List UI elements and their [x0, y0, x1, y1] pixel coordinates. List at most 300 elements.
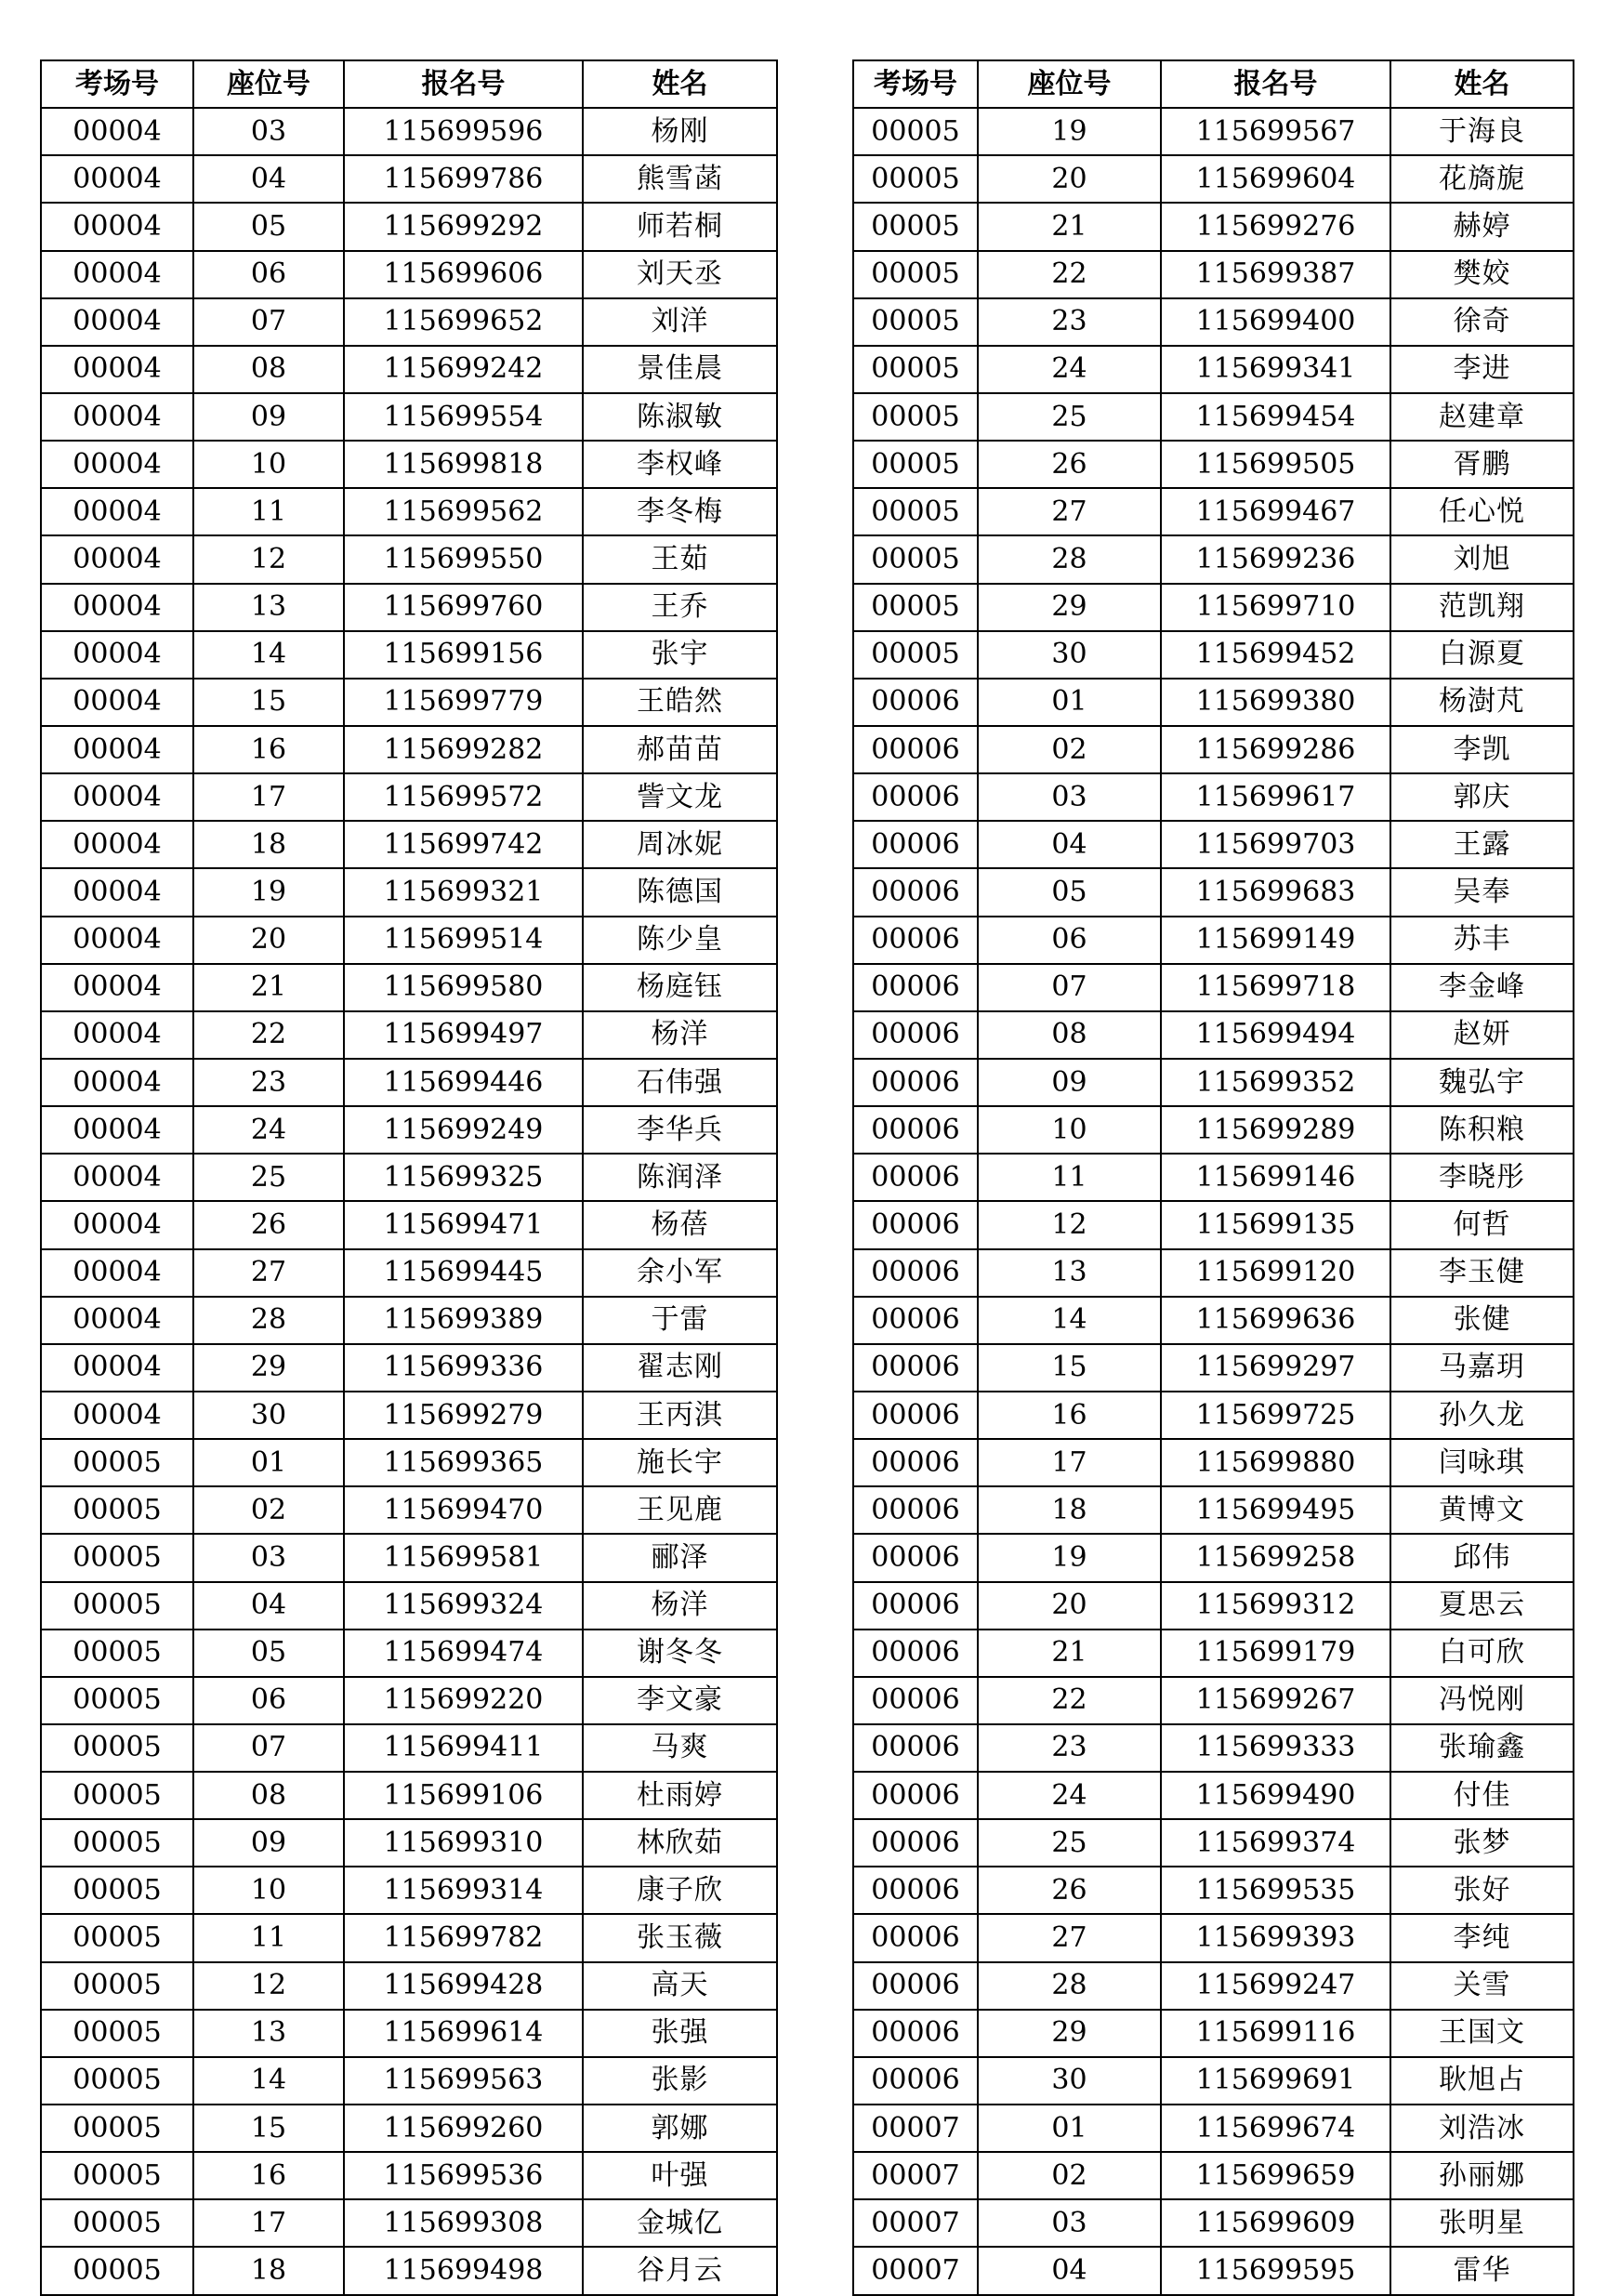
cell-seat-number: 21 [978, 203, 1161, 250]
cell-name: 耿旭占 [1390, 2057, 1574, 2105]
cell-seat-number: 12 [193, 1962, 344, 2010]
cell-registration-number: 115699260 [344, 2105, 583, 2152]
table-row [853, 393, 1574, 441]
cell-seat-number: 13 [193, 584, 344, 631]
table-row [853, 1630, 1574, 1677]
cell-seat-number: 21 [193, 964, 344, 1011]
cell-exam-room: 00006 [853, 964, 978, 1011]
cell-exam-room: 00004 [41, 441, 193, 488]
table-row [853, 1154, 1574, 1201]
header-seat-number: 座位号 [978, 60, 1161, 108]
cell-exam-room: 00006 [853, 1059, 978, 1106]
cell-registration-number: 115699341 [1161, 346, 1390, 393]
table-row [41, 1297, 777, 1344]
cell-seat-number: 23 [978, 1724, 1161, 1772]
cell-seat-number: 01 [978, 679, 1161, 726]
cell-exam-room: 00006 [853, 1249, 978, 1297]
table-row [853, 773, 1574, 821]
cell-seat-number: 25 [978, 1819, 1161, 1867]
table-row [853, 679, 1574, 726]
cell-name: 李进 [1390, 346, 1574, 393]
table-row [853, 251, 1574, 298]
cell-exam-room: 00004 [41, 868, 193, 916]
cell-seat-number: 26 [193, 1201, 344, 1248]
cell-name: 翟志刚 [583, 1344, 777, 1392]
cell-name: 刘天丞 [583, 251, 777, 298]
cell-seat-number: 22 [978, 1677, 1161, 1724]
cell-exam-room: 00006 [853, 1106, 978, 1154]
cell-registration-number: 115699683 [1161, 868, 1390, 916]
cell-registration-number: 115699470 [344, 1486, 583, 1534]
table-row [853, 1011, 1574, 1059]
table-row [41, 1772, 777, 1819]
cell-exam-room: 00005 [41, 1962, 193, 2010]
cell-registration-number: 115699445 [344, 1249, 583, 1297]
cell-exam-room: 00005 [41, 1819, 193, 1867]
cell-seat-number: 09 [978, 1059, 1161, 1106]
cell-seat-number: 30 [193, 1392, 344, 1439]
cell-name: 叶强 [583, 2152, 777, 2199]
cell-registration-number: 115699604 [1161, 155, 1390, 203]
cell-registration-number: 115699786 [344, 155, 583, 203]
cell-name: 林欣茹 [583, 1819, 777, 1867]
cell-exam-room: 00005 [41, 2199, 193, 2247]
cell-name: 张健 [1390, 1297, 1574, 1344]
cell-seat-number: 29 [978, 584, 1161, 631]
cell-exam-room: 00006 [853, 1011, 978, 1059]
cell-exam-room: 00004 [41, 1011, 193, 1059]
table-row [853, 298, 1574, 346]
cell-seat-number: 03 [978, 2199, 1161, 2247]
table-row [41, 726, 777, 773]
cell-registration-number: 115699779 [344, 679, 583, 726]
cell-seat-number: 04 [978, 2247, 1161, 2294]
table-row [853, 584, 1574, 631]
cell-exam-room: 00006 [853, 1724, 978, 1772]
cell-exam-room: 00007 [853, 2105, 978, 2152]
cell-name: 杨刚 [583, 108, 777, 155]
table-row [853, 1534, 1574, 1581]
cell-seat-number: 11 [193, 488, 344, 535]
cell-registration-number: 115699267 [1161, 1677, 1390, 1724]
cell-seat-number: 14 [193, 631, 344, 679]
cell-registration-number: 115699389 [344, 1297, 583, 1344]
cell-exam-room: 00004 [41, 917, 193, 964]
table-row [41, 868, 777, 916]
table-row [853, 1297, 1574, 1344]
table-row [41, 346, 777, 393]
cell-name: 郝苗苗 [583, 726, 777, 773]
cell-exam-room: 00006 [853, 773, 978, 821]
cell-exam-room: 00005 [853, 155, 978, 203]
cell-exam-room: 00005 [41, 1772, 193, 1819]
cell-name: 张明星 [1390, 2199, 1574, 2247]
cell-name: 李玉健 [1390, 1249, 1574, 1297]
cell-registration-number: 115699691 [1161, 2057, 1390, 2105]
cell-exam-room: 00006 [853, 1486, 978, 1534]
cell-name: 冯悦刚 [1390, 1677, 1574, 1724]
cell-name: 花旖旎 [1390, 155, 1574, 203]
cell-name: 胥鹏 [1390, 441, 1574, 488]
cell-exam-room: 00004 [41, 1392, 193, 1439]
cell-exam-room: 00005 [853, 584, 978, 631]
cell-name: 何哲 [1390, 1201, 1574, 1248]
cell-registration-number: 115699333 [1161, 1724, 1390, 1772]
table-row [853, 1059, 1574, 1106]
cell-seat-number: 15 [193, 679, 344, 726]
cell-exam-room: 00005 [41, 1486, 193, 1534]
table-row [41, 1534, 777, 1581]
cell-seat-number: 17 [193, 2199, 344, 2247]
cell-seat-number: 30 [978, 631, 1161, 679]
table-row [853, 203, 1574, 250]
header-seat-number: 座位号 [193, 60, 344, 108]
roster-body-left [41, 108, 777, 2294]
table-row [853, 346, 1574, 393]
cell-name: 马嘉玥 [1390, 1344, 1574, 1392]
cell-seat-number: 09 [193, 393, 344, 441]
cell-seat-number: 08 [193, 346, 344, 393]
cell-seat-number: 10 [193, 441, 344, 488]
cell-seat-number: 20 [978, 155, 1161, 203]
table-row [853, 1106, 1574, 1154]
cell-registration-number: 115699312 [1161, 1582, 1390, 1630]
table-row [41, 2105, 777, 2152]
cell-seat-number: 05 [193, 203, 344, 250]
cell-registration-number: 115699314 [344, 1867, 583, 1914]
cell-name: 王露 [1390, 821, 1574, 868]
cell-registration-number: 115699614 [344, 2010, 583, 2057]
cell-seat-number: 26 [978, 1867, 1161, 1914]
cell-name: 陈德国 [583, 868, 777, 916]
cell-seat-number: 15 [193, 2105, 344, 2152]
table-row [853, 1439, 1574, 1486]
cell-registration-number: 115699297 [1161, 1344, 1390, 1392]
cell-seat-number: 16 [193, 726, 344, 773]
cell-exam-room: 00005 [853, 535, 978, 583]
table-row [853, 1201, 1574, 1248]
cell-exam-room: 00007 [853, 2199, 978, 2247]
cell-exam-room: 00004 [41, 251, 193, 298]
cell-exam-room: 00007 [853, 2152, 978, 2199]
cell-exam-room: 00006 [853, 1439, 978, 1486]
cell-registration-number: 115699282 [344, 726, 583, 773]
cell-registration-number: 115699387 [1161, 251, 1390, 298]
cell-seat-number: 26 [978, 441, 1161, 488]
cell-exam-room: 00006 [853, 1344, 978, 1392]
cell-registration-number: 115699249 [344, 1106, 583, 1154]
cell-exam-room: 00006 [853, 2057, 978, 2105]
cell-name: 郭娜 [583, 2105, 777, 2152]
cell-exam-room: 00004 [41, 155, 193, 203]
table-row [853, 1392, 1574, 1439]
cell-exam-room: 00004 [41, 393, 193, 441]
cell-seat-number: 04 [193, 155, 344, 203]
table-row [853, 1772, 1574, 1819]
table-row [41, 203, 777, 250]
cell-name: 张强 [583, 2010, 777, 2057]
table-row [41, 1439, 777, 1486]
table-row [853, 2247, 1574, 2294]
cell-name: 李纯 [1390, 1914, 1574, 1961]
cell-registration-number: 115699336 [344, 1344, 583, 1392]
cell-name: 赫婷 [1390, 203, 1574, 250]
table-row [853, 726, 1574, 773]
table-row [853, 2010, 1574, 2057]
cell-seat-number: 06 [193, 1677, 344, 1724]
table-row [41, 1154, 777, 1201]
table-row [41, 441, 777, 488]
table-row [853, 1344, 1574, 1392]
cell-registration-number: 115699446 [344, 1059, 583, 1106]
table-row [853, 2199, 1574, 2247]
cell-seat-number: 24 [978, 1772, 1161, 1819]
cell-exam-room: 00004 [41, 821, 193, 868]
table-row [853, 1724, 1574, 1772]
cell-exam-room: 00004 [41, 203, 193, 250]
cell-exam-room: 00005 [853, 488, 978, 535]
cell-registration-number: 115699220 [344, 1677, 583, 1724]
cell-name: 施长宇 [583, 1439, 777, 1486]
cell-seat-number: 27 [193, 1249, 344, 1297]
cell-name: 邱伟 [1390, 1534, 1574, 1581]
cell-registration-number: 115699452 [1161, 631, 1390, 679]
table-row [853, 1867, 1574, 1914]
cell-exam-room: 00005 [41, 2152, 193, 2199]
cell-exam-room: 00005 [41, 1439, 193, 1486]
cell-seat-number: 17 [978, 1439, 1161, 1486]
cell-name: 白源夏 [1390, 631, 1574, 679]
cell-registration-number: 115699380 [1161, 679, 1390, 726]
cell-registration-number: 115699292 [344, 203, 583, 250]
table-row [41, 2152, 777, 2199]
table-row [41, 393, 777, 441]
cell-registration-number: 115699490 [1161, 1772, 1390, 1819]
table-row [41, 917, 777, 964]
table-row [853, 1962, 1574, 2010]
cell-name: 杨澍芃 [1390, 679, 1574, 726]
header-exam-room: 考场号 [853, 60, 978, 108]
cell-registration-number: 115699609 [1161, 2199, 1390, 2247]
cell-name: 李权峰 [583, 441, 777, 488]
cell-exam-room: 00006 [853, 1392, 978, 1439]
cell-registration-number: 115699536 [344, 2152, 583, 2199]
cell-seat-number: 20 [193, 917, 344, 964]
table-row [41, 631, 777, 679]
table-row [41, 1201, 777, 1248]
cell-exam-room: 00004 [41, 1106, 193, 1154]
cell-name: 康子欣 [583, 1867, 777, 1914]
cell-exam-room: 00006 [853, 1582, 978, 1630]
cell-name: 郭庆 [1390, 773, 1574, 821]
cell-registration-number: 115699562 [344, 488, 583, 535]
cell-seat-number: 23 [193, 1059, 344, 1106]
cell-seat-number: 05 [978, 868, 1161, 916]
cell-seat-number: 13 [978, 1249, 1161, 1297]
cell-registration-number: 115699325 [344, 1154, 583, 1201]
table-row [853, 821, 1574, 868]
cell-exam-room: 00006 [853, 679, 978, 726]
cell-exam-room: 00006 [853, 1297, 978, 1344]
table-row [41, 488, 777, 535]
cell-exam-room: 00006 [853, 868, 978, 916]
cell-name: 李晓彤 [1390, 1154, 1574, 1201]
cell-name: 金城亿 [583, 2199, 777, 2247]
cell-registration-number: 115699276 [1161, 203, 1390, 250]
cell-exam-room: 00004 [41, 726, 193, 773]
cell-name: 杨洋 [583, 1582, 777, 1630]
cell-name: 訾文龙 [583, 773, 777, 821]
cell-exam-room: 00006 [853, 821, 978, 868]
table-row [41, 1677, 777, 1724]
cell-seat-number: 29 [193, 1344, 344, 1392]
table-row [853, 917, 1574, 964]
cell-exam-room: 00006 [853, 1914, 978, 1961]
table-row [41, 1630, 777, 1677]
header-registration-number: 报名号 [344, 60, 583, 108]
table-row [41, 108, 777, 155]
cell-registration-number: 115699310 [344, 1819, 583, 1867]
cell-registration-number: 115699149 [1161, 917, 1390, 964]
cell-seat-number: 22 [978, 251, 1161, 298]
cell-registration-number: 115699393 [1161, 1914, 1390, 1961]
cell-registration-number: 115699474 [344, 1630, 583, 1677]
cell-registration-number: 115699428 [344, 1962, 583, 2010]
table-row [41, 1724, 777, 1772]
cell-exam-room: 00005 [41, 1867, 193, 1914]
cell-exam-room: 00005 [853, 203, 978, 250]
cell-name: 王见鹿 [583, 1486, 777, 1534]
cell-name: 郦泽 [583, 1534, 777, 1581]
cell-name: 雷华 [1390, 2247, 1574, 2294]
cell-registration-number: 115699308 [344, 2199, 583, 2247]
cell-exam-room: 00006 [853, 1772, 978, 1819]
cell-seat-number: 13 [193, 2010, 344, 2057]
cell-exam-room: 00004 [41, 773, 193, 821]
table-row [41, 298, 777, 346]
cell-seat-number: 02 [193, 1486, 344, 1534]
header-registration-number: 报名号 [1161, 60, 1390, 108]
cell-name: 李金峰 [1390, 964, 1574, 1011]
cell-exam-room: 00004 [41, 1059, 193, 1106]
cell-registration-number: 115699567 [1161, 108, 1390, 155]
cell-exam-room: 00005 [41, 2105, 193, 2152]
cell-name: 周冰妮 [583, 821, 777, 868]
cell-name: 陈润泽 [583, 1154, 777, 1201]
cell-name: 王丙淇 [583, 1392, 777, 1439]
cell-exam-room: 00005 [853, 108, 978, 155]
cell-exam-room: 00006 [853, 917, 978, 964]
cell-name: 张梦 [1390, 1819, 1574, 1867]
cell-registration-number: 115699471 [344, 1201, 583, 1248]
cell-name: 余小军 [583, 1249, 777, 1297]
cell-registration-number: 115699365 [344, 1439, 583, 1486]
table-row [853, 2057, 1574, 2105]
cell-name: 刘洋 [583, 298, 777, 346]
cell-seat-number: 07 [978, 964, 1161, 1011]
cell-name: 任心悦 [1390, 488, 1574, 535]
cell-name: 于海良 [1390, 108, 1574, 155]
cell-exam-room: 00005 [853, 441, 978, 488]
cell-registration-number: 115699498 [344, 2247, 583, 2294]
cell-registration-number: 115699236 [1161, 535, 1390, 583]
table-row [41, 1867, 777, 1914]
header-name: 姓名 [1390, 60, 1574, 108]
cell-name: 陈少皇 [583, 917, 777, 964]
table-row [853, 1914, 1574, 1961]
cell-registration-number: 115699495 [1161, 1486, 1390, 1534]
cell-name: 王皓然 [583, 679, 777, 726]
table-row [853, 1677, 1574, 1724]
cell-seat-number: 08 [193, 1772, 344, 1819]
cell-exam-room: 00006 [853, 1154, 978, 1201]
cell-seat-number: 07 [193, 1724, 344, 1772]
cell-exam-room: 00006 [853, 726, 978, 773]
cell-registration-number: 115699535 [1161, 1867, 1390, 1914]
cell-exam-room: 00004 [41, 1154, 193, 1201]
roster-table-right [852, 59, 1574, 2296]
cell-seat-number: 19 [978, 108, 1161, 155]
cell-name: 刘旭 [1390, 535, 1574, 583]
cell-registration-number: 115699617 [1161, 773, 1390, 821]
table-row [41, 1344, 777, 1392]
cell-name: 熊雪菡 [583, 155, 777, 203]
cell-seat-number: 29 [978, 2010, 1161, 2057]
cell-registration-number: 115699652 [344, 298, 583, 346]
cell-registration-number: 115699286 [1161, 726, 1390, 773]
cell-exam-room: 00005 [41, 1582, 193, 1630]
cell-registration-number: 115699550 [344, 535, 583, 583]
cell-seat-number: 23 [978, 298, 1161, 346]
table-row [41, 1582, 777, 1630]
cell-seat-number: 01 [978, 2105, 1161, 2152]
cell-seat-number: 18 [193, 2247, 344, 2294]
table-row [41, 821, 777, 868]
cell-seat-number: 08 [978, 1011, 1161, 1059]
table-row [41, 2247, 777, 2294]
cell-exam-room: 00004 [41, 679, 193, 726]
cell-registration-number: 115699352 [1161, 1059, 1390, 1106]
cell-name: 范凯翔 [1390, 584, 1574, 631]
table-row [41, 1106, 777, 1154]
table-row [853, 488, 1574, 535]
cell-exam-room: 00006 [853, 1630, 978, 1677]
cell-name: 赵建章 [1390, 393, 1574, 441]
cell-seat-number: 04 [193, 1582, 344, 1630]
table-row [41, 251, 777, 298]
cell-seat-number: 18 [193, 821, 344, 868]
cell-registration-number: 115699703 [1161, 821, 1390, 868]
table-row [41, 679, 777, 726]
cell-exam-room: 00006 [853, 1819, 978, 1867]
cell-exam-room: 00006 [853, 1534, 978, 1581]
cell-seat-number: 22 [193, 1011, 344, 1059]
cell-registration-number: 115699497 [344, 1011, 583, 1059]
cell-name: 黄博文 [1390, 1486, 1574, 1534]
cell-seat-number: 18 [978, 1486, 1161, 1534]
cell-registration-number: 115699725 [1161, 1392, 1390, 1439]
cell-seat-number: 01 [193, 1439, 344, 1486]
cell-registration-number: 115699580 [344, 964, 583, 1011]
table-row [853, 1582, 1574, 1630]
header-name: 姓名 [583, 60, 777, 108]
table-row [853, 868, 1574, 916]
cell-registration-number: 115699106 [344, 1772, 583, 1819]
cell-seat-number: 24 [193, 1106, 344, 1154]
cell-registration-number: 115699400 [1161, 298, 1390, 346]
cell-exam-room: 00004 [41, 1297, 193, 1344]
cell-seat-number: 14 [193, 2057, 344, 2105]
